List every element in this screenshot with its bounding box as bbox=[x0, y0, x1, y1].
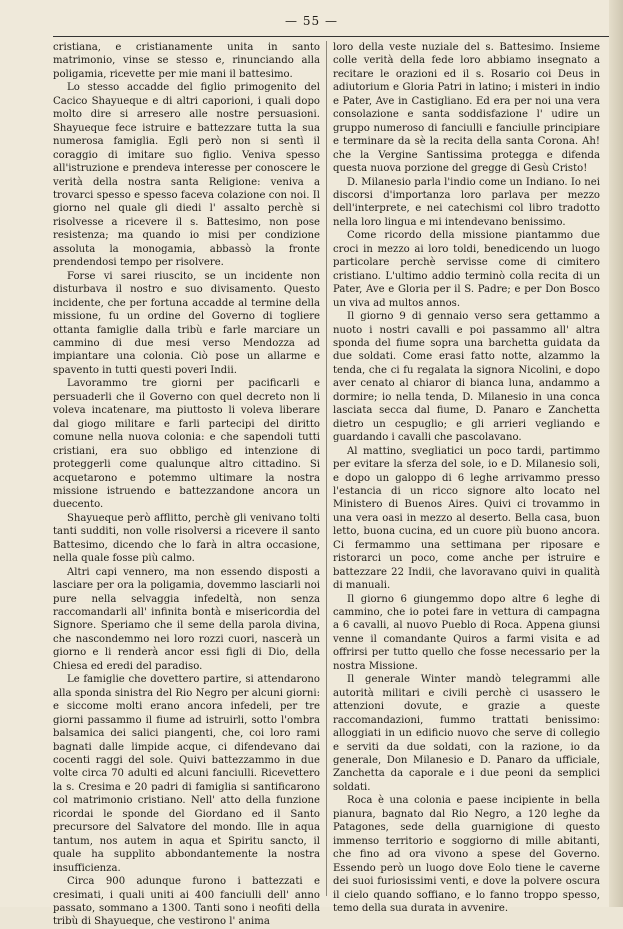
paragraph: Lo stesso accadde del figlio primogenito del Cacico Shayueque e di altri caporioni, i quali dopo molto dire si arresero alle nostre persuasioni. Shayueque fece istruire e battezzare tutta la sua numerosa famiglia. Egli però non si sentì il coraggio di imitare suo figlio. Veniva spesso all'istruzione e prendeva interesse per conoscere le verità della nostra santa Religione: veniva a trovarci spesso e spesso faceva colazione con noi. Il giorno nel quale gli diedi l' assalto perchè si risolvesse a ricevere il s. Battesimo, non pose resistenza; ma quando io misi per condizione assoluta la monogamia, abbassò la fronte prendendosi tempo per risolvere. bbox=[53, 82, 320, 269]
paragraph: Il giorno 9 di gennaio verso sera gettammo a nuoto i nostri cavalli e poi passammo all' altra sponda del fiume sopra una barchetta guidata da due soldati. Come erasi fatto notte, alzammo la tenda, che ci fu regalata la signora Nicolini, e dopo aver cenato al chiaror di bianca luna, andammo a dormire; io nella tenda, D. Milanesio in una conca lasciata secca dal fiume, D. Panaro e Zanchetta dietro un cespuglio; e gli arrieri vegliando e guardando i cavalli che pascolavano. bbox=[333, 311, 600, 444]
paragraph: Al mattino, svegliatici un poco tardi, partimmo per evitare la sferza del sole, io e D. Milanesio soli, e dopo un galoppo di 6 leghe arrivammo presso l'estancia di un ricco signore alto locato nel Ministero di Buenos Aires. Quivi ci trovammo in una vera oasi in mezzo al deserto. Bella casa, buon letto, buona cucina, ed un cuore più buono ancora. Ci fermammo una settimana per riposare e ristorarci un poco, come anche per istruire e battezzare 22 Indii, che lavoravano quivi in qualità di manuali. bbox=[333, 445, 600, 592]
paragraph: Roca è una colonia e paese incipiente in bella pianura, bagnato dal Rio Negro, a 120 leghe da Patagones, sede della guarnigione di questo immenso territorio e soggiorno di mille abitanti, che fino ad ora vivono a spese del Governo. Essendo però un luogo dove Eolo tiene le caverne dei suoi furiosissimi venti, e dove la polvere oscura il cielo quando soffiano, e lo fanno troppo spesso, temo della sua durata in avvenire. bbox=[333, 795, 600, 914]
paragraph: Forse vi sarei riuscito, se un incidente non disturbava il nostro e suo divisamento. Questo incidente, che per fortuna accadde al termine della missione, fu un ordine del Governo di togliere ottanta famiglie dalla tribù e farle marciare un cammino di due mesi verso Mendozza ad impiantare una colonia. Ciò pose un allarme e spavento in tutti questi poveri Indii. bbox=[53, 270, 320, 376]
paragraph: Il giorno 6 giungemmo dopo altre 6 leghe di cammino, che io potei fare in vettura di campagna a 6 cavalli, al nuovo Pueblo di Roca. Appena giunsi venne il comandante Quiros a farmi visita e ad offrirsi per tutto quello che fosse necessario per la nostra Missione. bbox=[333, 593, 600, 672]
paragraph: Circa 900 adunque furono i battezzati e cresimati, i quali uniti ai 400 fanciulli dell' anno passato, sommano a 1300. Tanti sono i neofiti della tribù di Shayueque, che vestirono l' anima bbox=[53, 876, 320, 928]
paragraph: D. Milanesio parla l'indio come un Indiano. Io nei discorsi d'importanza loro parlava per mezzo dell'interprete, e nei catechismi col libro tradotto nella loro lingua e mi intendevano benissimo. bbox=[333, 176, 600, 228]
page-edge-shadow bbox=[609, 0, 623, 907]
left-column bbox=[53, 41, 320, 929]
paragraph: Shayueque però afflitto, perchè gli venivano tolti tanti sudditi, non volle risolversi a ricevere il santo Battesimo, dicendo che lo farà in altra occasione, nella quale fosse più calmo. bbox=[53, 512, 320, 565]
paragraph: Le famiglie che dovettero partire, si attendarono alla sponda sinistra del Rio Negro per alcuni giorni: e siccome molti erano ancora infedeli, per tre giorni passammo il fiume ad istruirli, sotto l'ombra balsamica dei salici piangenti, che, coi loro rami bagnati dalle limpide acque, ci difendevano dai cocenti raggi del sole. Quivi battezzammo in due volte circa 70 adulti ed alcuni fanciulli. Ricevettero la s. Cresima e 20 padri di famiglia si santificarono col matrimonio cristiano. Nell' atto della funzione ricordai le sponde del Giordano ed il Santo precursore del Salvatore del mondo. Ille in aqua tantum, nos autem in aqua et Spiritu sancto, il quale ha supplito abbondantemente la nostra insufficienza. bbox=[53, 674, 320, 874]
paragraph: loro della veste nuziale del s. Battesimo. Insieme colle verità della fede loro abbiamo insegnato a recitare le orazioni ed il s. Rosario coi Deus in adiutorium e Gloria Patri in latino; i misteri in indio e Pater, Ave in Castigliano. Ed era per noi una vera consolazione e santa soddisfazione l' udire un gruppo numeroso di fanciulli e fanciulle principiare e terminare da sè la recita della santa Corona. Ah! che la Vergine Santissima protegga e difenda questa nuova porzione del gregge di Gesù Cristo! bbox=[333, 42, 600, 175]
paragraph: Come ricordo della missione piantammo due croci in mezzo ai loro toldi, benedicendo un luogo particolare perchè servisse come di cimitero cristiano. L'ultimo addio terminò colla recita di un Pater, Ave e Gloria per il S. Padre; e per Don Bosco un viva ad multos annos. bbox=[333, 230, 600, 309]
paragraph: Lavorammo tre giorni per pacificarli e persuaderli che il Governo con quel decreto non li voleva incatenare, ma piuttosto li voleva liberare dal giogo militare e farli partecipi del diritto comune nella nuova colonia: e che sapendoli tutti cristiani, era suo obbligo ed intenzione di proteggerli come qualunque altro cittadino. Si acquetarono e potemmo ultimare la nostra missione istruendo e battezzandone ancora un duecento. bbox=[53, 378, 320, 511]
paragraph: cristiana, e cristianamente unita in santo matrimonio, vinse se stesso e, rinunciando alla poligamia, ricevette per mie mani il battesimo. bbox=[53, 42, 320, 80]
paragraph: Altri capi vennero, ma non essendo disposti a lasciare per ora la poligamia, dovemmo lasciarli noi pure nella selvaggia infedeltà, non senza raccomandarli all' infinita bontà e misericordia del Signore. Speriamo che il seme della parola divina, che nascondemmo nei loro rozzi cuori, nascerà un giorno e li renderà ancor essi figli di Dio, della Chiesa ed eredi del paradiso. bbox=[53, 566, 320, 672]
column-divider bbox=[326, 41, 327, 896]
header-rule bbox=[53, 36, 609, 37]
paragraph: Il generale Winter mandò telegrammi alle autorità militari e civili perchè ci usassero le attenzioni dovute, e grazie a queste raccomandazioni, fummo trattati benissimo: alloggiati in un edificio nuovo che serve di collegio e serviti da due soldati, con la razione, io da generale, Don Milanesio e D. Panaro da ufficiale, Zanchetta da caporale e i due peoni da semplici soldati. bbox=[333, 674, 600, 793]
page-number: — 55 — bbox=[285, 14, 338, 28]
right-column bbox=[333, 41, 600, 915]
